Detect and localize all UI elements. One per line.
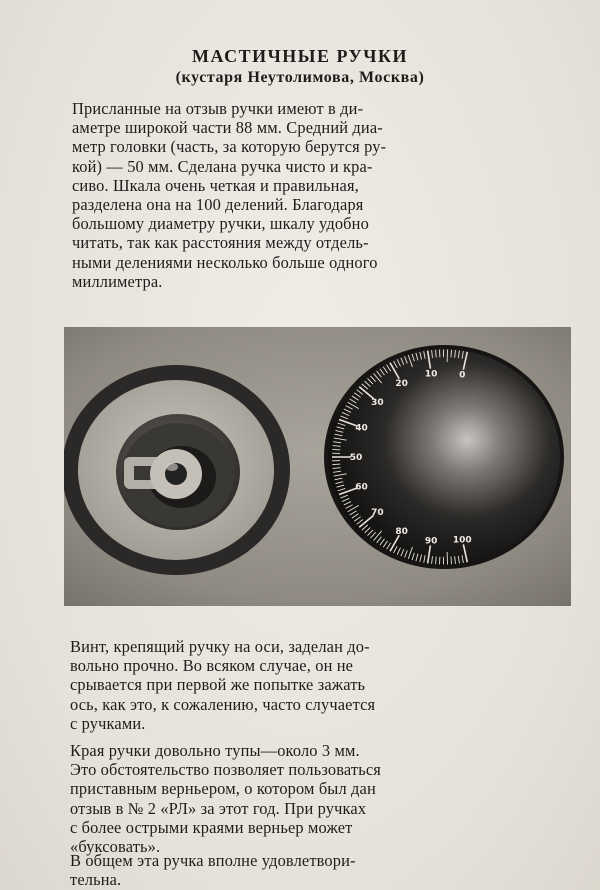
text-line: с более острыми краями верньер может (70, 817, 353, 837)
dial-label: 50 (349, 453, 363, 463)
text-line: ными делениями несколько больше одного (72, 252, 378, 272)
dial-tick (436, 557, 437, 565)
text-line: Края ручки довольно тупы—около 3 мм. (70, 741, 360, 760)
dial-label: 0 (459, 370, 466, 381)
text-line: большому диаметру ручки, шкалу удобно (72, 214, 369, 234)
text-line: В общем эта ручка вполне удовлетвори- (70, 851, 356, 870)
text-line: отзыв в № 2 «РЛ» за этот год. При ручках (70, 798, 367, 818)
dial-label: 80 (395, 527, 408, 538)
dial-tick (436, 350, 437, 358)
article-subtitle: (кустаря Неутолимова, Москва) (175, 69, 425, 86)
text-line: «буксовать». (70, 837, 161, 857)
knob-front-view (324, 345, 564, 569)
paragraph-1 (72, 99, 567, 291)
text-line: аметре широкой части 88 мм. Средний диа- (72, 118, 383, 138)
dial-label: 10 (424, 369, 438, 380)
text-line: читать, так как расстояния между отдель- (72, 233, 369, 253)
text-line: приставным верньером, о котором был дан (70, 779, 376, 799)
dial-label: 70 (371, 508, 384, 519)
text-line: миллиметра. (72, 271, 163, 291)
text-line: тельна. (70, 870, 122, 890)
text-line: метр головки (часть, за которую берутся ру- (72, 137, 387, 157)
dial-label: 60 (355, 482, 368, 493)
text-line: кой) — 50 мм. Сделана ручка чисто и кра- (72, 156, 373, 176)
text-line: разделена она на 100 делений. Благодаря (72, 195, 364, 215)
text-line: Присланные на отзыв ручки имеют в ди- (72, 99, 364, 118)
dial-tick (332, 464, 340, 465)
text-line: срывается при первой же попытке зажать (70, 675, 366, 695)
paragraph-2 (70, 637, 570, 733)
article-title: МАСТИЧНЫЕ РУЧКИ (191, 46, 408, 66)
dial-label: 40 (355, 423, 368, 434)
paragraph-4 (70, 851, 570, 889)
text-line: вольно прочно. Во всяком случае, он не (70, 656, 354, 676)
text-line: сиво. Шкала очень четкая и правильная, (72, 175, 359, 195)
knob-photo (64, 327, 571, 606)
dial-tick (451, 557, 452, 565)
knob-back-view (64, 365, 290, 575)
dial-tick (332, 449, 340, 450)
text-line: с ручками. (70, 713, 146, 733)
paragraph-3 (70, 741, 570, 856)
text-line: Винт, крепящий ручку на оси, заделан до- (70, 637, 370, 656)
text-line: ось, как это, к сожалению, часто случается (70, 694, 376, 714)
dial-label: 100 (452, 535, 472, 546)
dial-tick (451, 350, 452, 358)
dial-label: 90 (424, 536, 438, 547)
text-line: Это обстоятельство позволяет пользоваться (70, 760, 381, 780)
knob-photo-svg (64, 327, 571, 606)
dial-label: 20 (395, 378, 408, 389)
dial-label: 30 (371, 397, 384, 408)
